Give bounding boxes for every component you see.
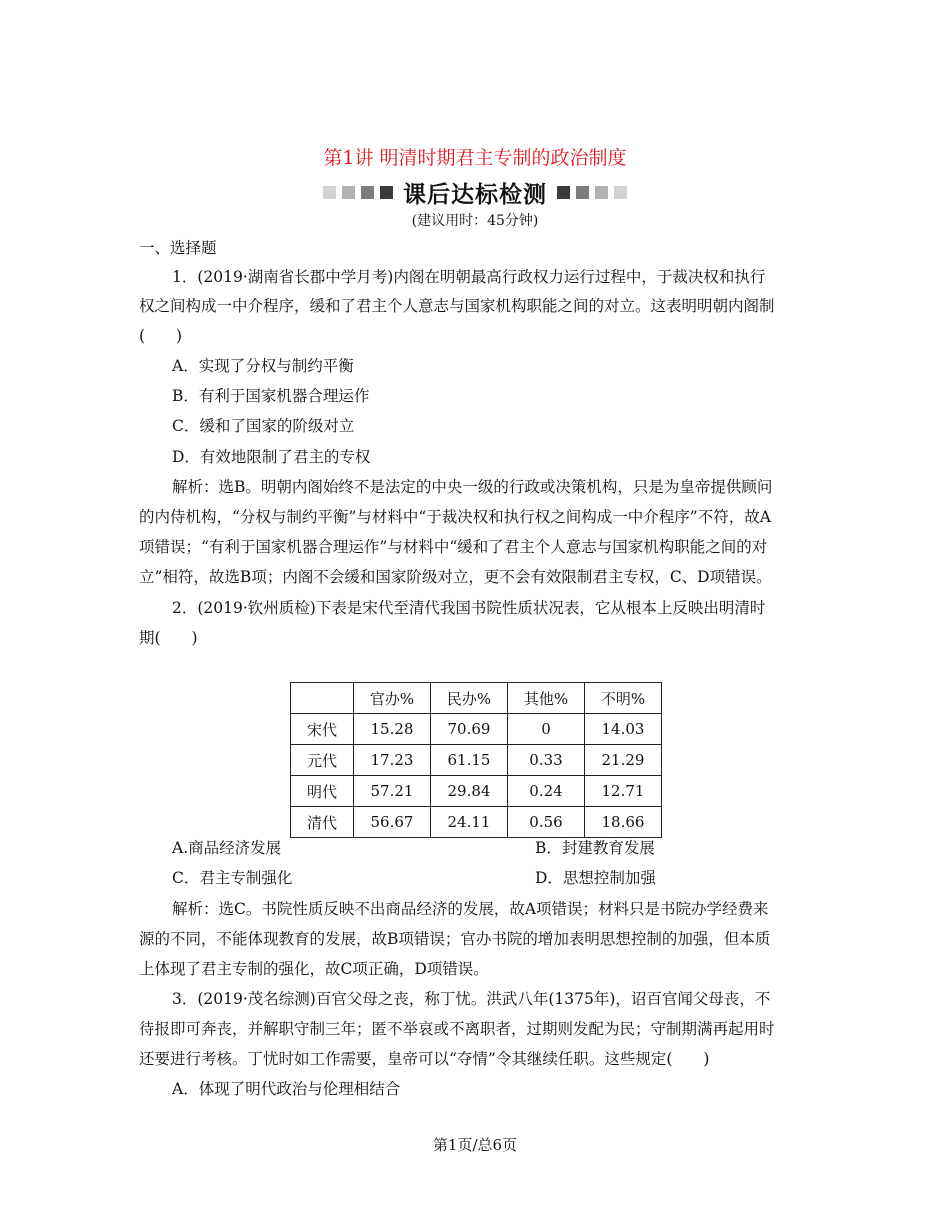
table-cell: 0.56: [508, 807, 585, 838]
table-cell: 宋代: [291, 714, 354, 745]
q2-analysis-line: 源的不同，不能体现教育的发展，故B项错误；官办书院的增加表明思想控制的加强，但本质: [139, 930, 771, 948]
table-row: [291, 776, 662, 807]
q1-line: 1．(2019·湖南省长郡中学月考)内阁在明朝最高行政权力运行过程中，于裁决权和执行: [172, 268, 766, 286]
q2-analysis-line: 解析：选C。书院性质反映不出商品经济的发展，故A项错误；材料只是书院办学经费来: [172, 900, 769, 918]
table-cell: 15.28: [354, 714, 431, 745]
table-cell: 24.11: [431, 807, 508, 838]
table-cell: 21.29: [585, 745, 662, 776]
table-header-cell: 其他%: [508, 683, 585, 714]
page-number: 第1页/总6页: [432, 1136, 518, 1154]
q1-analysis-line: 解析：选B。明朝内阁始终不是法定的中央一级的行政或决策机构，只是为皇帝提供顾问: [172, 478, 773, 496]
table-cell: 0.33: [508, 745, 585, 776]
q1-option-c: C．缓和了国家的阶级对立: [172, 417, 355, 435]
q2-option-c: C．君主专制强化: [172, 869, 293, 887]
table-cell: 0: [508, 714, 585, 745]
q1-option-a: A．实现了分权与制约平衡: [172, 357, 354, 375]
q3-line: 3．(2019·茂名综测)百官父母之丧，称丁忧。洪武八年(1375年)，诏百官闻父母丧，不: [172, 990, 771, 1008]
square-icon: [576, 186, 589, 199]
table-row: [291, 714, 662, 745]
square-icon: [323, 186, 336, 199]
table-cell: 17.23: [354, 745, 431, 776]
q2-option-d: D．思想控制加强: [535, 869, 656, 887]
q2-analysis-line: 上体现了君主专制的强化，故C项正确，D项错误。: [139, 960, 489, 978]
table-cell: 61.15: [431, 745, 508, 776]
q1-analysis-line: 项错误；“有利于国家机器合理运作”与材料中“缓和了君主个人意志与国家机构职能之间的对: [139, 538, 768, 556]
q1-option-b: B．有利于国家机器合理运作: [172, 387, 370, 405]
q1-analysis-line: 的内侍机构，“分权与制约平衡”与材料中“于裁决权和执行权之间构成一中介程序”不符，故A: [139, 508, 771, 526]
table-header-cell: 官办%: [354, 683, 431, 714]
q3-option-a: A．体现了明代政治与伦理相结合: [172, 1080, 401, 1098]
square-icon: [361, 186, 374, 199]
table-cell: 0.24: [508, 776, 585, 807]
section-heading: 一、选择题: [139, 239, 217, 257]
table-cell: 56.67: [354, 807, 431, 838]
table-cell: 明代: [291, 776, 354, 807]
suggested-time: (建议用时：45分钟): [411, 213, 539, 229]
table-cell: 14.03: [585, 714, 662, 745]
q2-option-b: B．封建教育发展: [535, 839, 655, 857]
table-header-cell: [291, 683, 354, 714]
table-cell: 12.71: [585, 776, 662, 807]
banner-title: 课后达标检测: [403, 181, 547, 208]
section-banner: [0, 176, 950, 208]
square-icon: [595, 186, 608, 199]
square-icon: [380, 186, 393, 199]
q1-line: 权之间构成一中介程序，缓和了君主个人意志与国家机构职能之间的对立。这表明明朝内阁制: [139, 297, 775, 315]
table-cell: 29.84: [431, 776, 508, 807]
table-header-cell: 民办%: [431, 683, 508, 714]
q1-option-d: D．有效地限制了君主的专权: [172, 448, 371, 466]
academy-nature-table: [290, 682, 662, 838]
q2-line: 期( ): [139, 629, 198, 647]
table-cell: 18.66: [585, 807, 662, 838]
q3-line: 还要进行考核。丁忧时如工作需要，皇帝可以“夺情”令其继续任职。这些规定( ): [139, 1050, 710, 1068]
q3-line: 待报即可奔丧，并解职守制三年；匿不举哀或不离职者，过期则发配为民；守制期满再起用时: [139, 1020, 775, 1038]
table-cell: 70.69: [431, 714, 508, 745]
banner-squares-left: [323, 186, 393, 199]
q1-line: ( ): [139, 327, 183, 345]
table-row: [291, 745, 662, 776]
table-cell: 57.21: [354, 776, 431, 807]
table-row: [291, 807, 662, 838]
table-cell: 元代: [291, 745, 354, 776]
square-icon: [614, 186, 627, 199]
banner-squares-right: [557, 186, 627, 199]
square-icon: [557, 186, 570, 199]
table-header-row: [291, 683, 662, 714]
table-header-cell: 不明%: [585, 683, 662, 714]
q1-analysis-line: 立”相符，故选B项；内阁不会缓和国家阶级对立，更不会有效限制君主专权，C、D项错误。: [139, 568, 772, 586]
q2-line: 2．(2019·钦州质检)下表是宋代至清代我国书院性质状况表，它从根本上反映出明清时: [172, 599, 766, 617]
q2-option-a: A.商品经济发展: [172, 839, 282, 857]
square-icon: [342, 186, 355, 199]
lesson-title: 第1讲 明清时期君主专制的政治制度: [323, 147, 627, 169]
table-cell: 清代: [291, 807, 354, 838]
